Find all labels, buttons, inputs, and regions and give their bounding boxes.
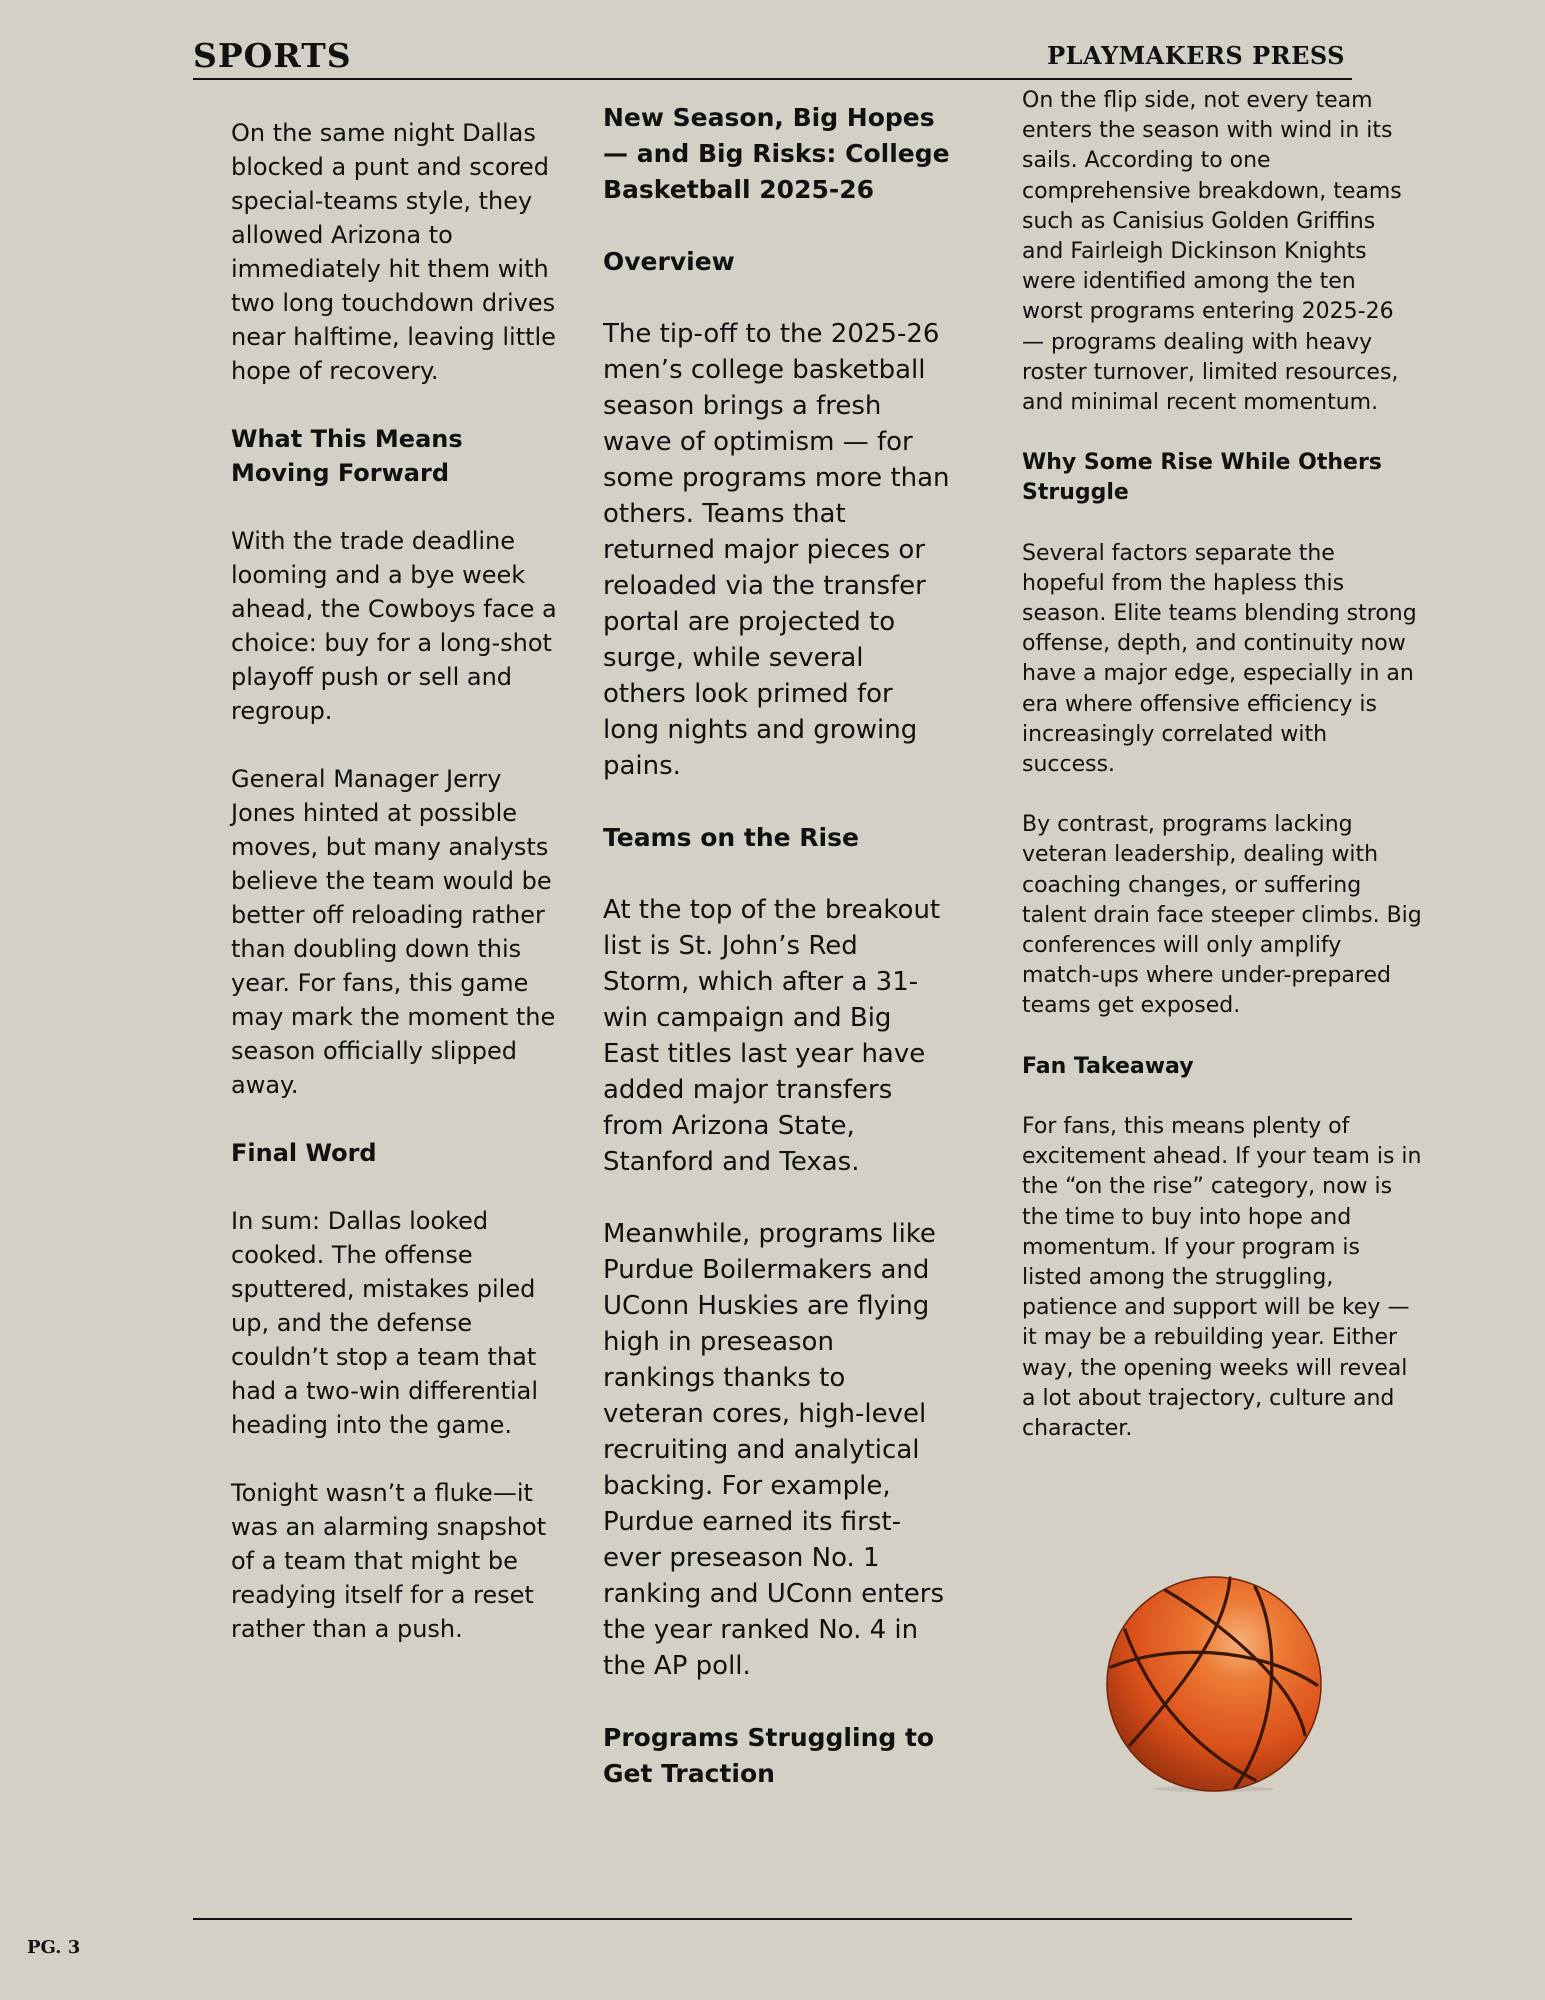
subheading-overview: Overview <box>603 247 735 276</box>
article-paragraph: Meanwhile, programs like Purdue Boilermakers and UConn Huskies are flying high in preseason rankings thanks to veteran cores, high-level recruiting and analytical backing. For example, Purdue earned its first-ever preseason No. 1 ranking and UConn enters the year ranked No. 4 in the AP poll. <box>603 1219 945 1681</box>
footer-divider <box>193 1918 1352 1920</box>
page-number: PG. 3 <box>27 1937 81 1958</box>
subheading-final-word: Final Word <box>231 1139 377 1167</box>
article-paragraph: Several factors separate the hopeful from the hapless this season. Elite teams blending strong offense, depth, and continuity now have a major edge, especially in an era where offensive efficiency is increasingly correlated with success. <box>1022 540 1417 778</box>
middle-column <box>603 100 951 1828</box>
subheading-programs-struggling: Programs Struggling to Get Traction <box>603 1723 935 1788</box>
article-paragraph: For fans, this means plenty of excitement ahead. If your team is in the “on the rise” category, now is the time to buy into hope and momentum. If your program is listed among the struggling, patience and support will be key — it may be a rebuilding year. Either way, the opening weeks will reveal a lot about trajectory, culture and character. <box>1022 1113 1422 1441</box>
article-paragraph: In sum: Dallas looked cooked. The offense sputtered, mistakes piled up, and the defense couldn’t stop a team that had a two-win differential heading into the game. <box>231 1207 539 1439</box>
section-title: SPORTS <box>193 36 352 75</box>
subheading-teams-on-rise: Teams on the Rise <box>603 823 859 852</box>
article-paragraph: The tip-off to the 2025-26 men’s college basketball season brings a fresh wave of optimism — for some programs more than others. Teams that returned major pieces or reloaded via the transfer portal are projected to surge, while several others look primed for long nights and growing pains. <box>603 319 950 781</box>
article-paragraph: Tonight wasn’t a fluke—it was an alarming snapshot of a team that might be readying itself for a reset rather than a push. <box>231 1479 547 1643</box>
subheading-fan-takeaway: Fan Takeaway <box>1022 1053 1194 1079</box>
subheading-why-some-rise: Why Some Rise While Others Struggle <box>1022 450 1382 506</box>
article-paragraph: At the top of the breakout list is St. John’s Red Storm, which after a 31-win campaign and Big East titles last year have added major transfers from Arizona State, Stanford and Texas. <box>603 895 941 1177</box>
article-headline: New Season, Big Hopes — and Big Risks: College Basketball 2025-26 <box>603 103 950 204</box>
header-divider <box>193 78 1352 80</box>
publication-name: PLAYMAKERS PRESS <box>1047 41 1345 70</box>
article-paragraph: With the trade deadline looming and a bye week ahead, the Cowboys face a choice: buy for a long-shot playoff push or sell and regroup. <box>231 527 557 725</box>
right-column <box>1022 86 1422 1474</box>
basketball-icon <box>1105 1575 1323 1793</box>
left-column <box>231 116 561 1680</box>
article-paragraph: On the same night Dallas blocked a punt and scored special-teams style, they allowed Arizona to immediately hit them with two long touchdown drives near halftime, leaving little hope of recovery. <box>231 119 556 385</box>
subheading-moving-forward: What This Means Moving Forward <box>231 425 463 487</box>
article-paragraph: General Manager Jerry Jones hinted at possible moves, but many analysts believe the team would be better off reloading rather than doubling down this year. For fans, this game may mark the moment the season officially slipped away. <box>231 765 556 1099</box>
article-paragraph: On the flip side, not every team enters the season with wind in its sails. According to one comprehensive breakdown, teams such as Canisius Golden Griffins and Fairleigh Dickinson Knights were identified among the ten worst programs entering 2025-26 — programs dealing with heavy roster turnover, limited resources, and minimal recent momentum. <box>1022 88 1402 416</box>
article-paragraph: By contrast, programs lacking veteran leadership, dealing with coaching changes, or suffering talent drain face steeper climbs. Big conferences will only amplify match-ups where under-prepared teams get exposed. <box>1022 812 1422 1019</box>
